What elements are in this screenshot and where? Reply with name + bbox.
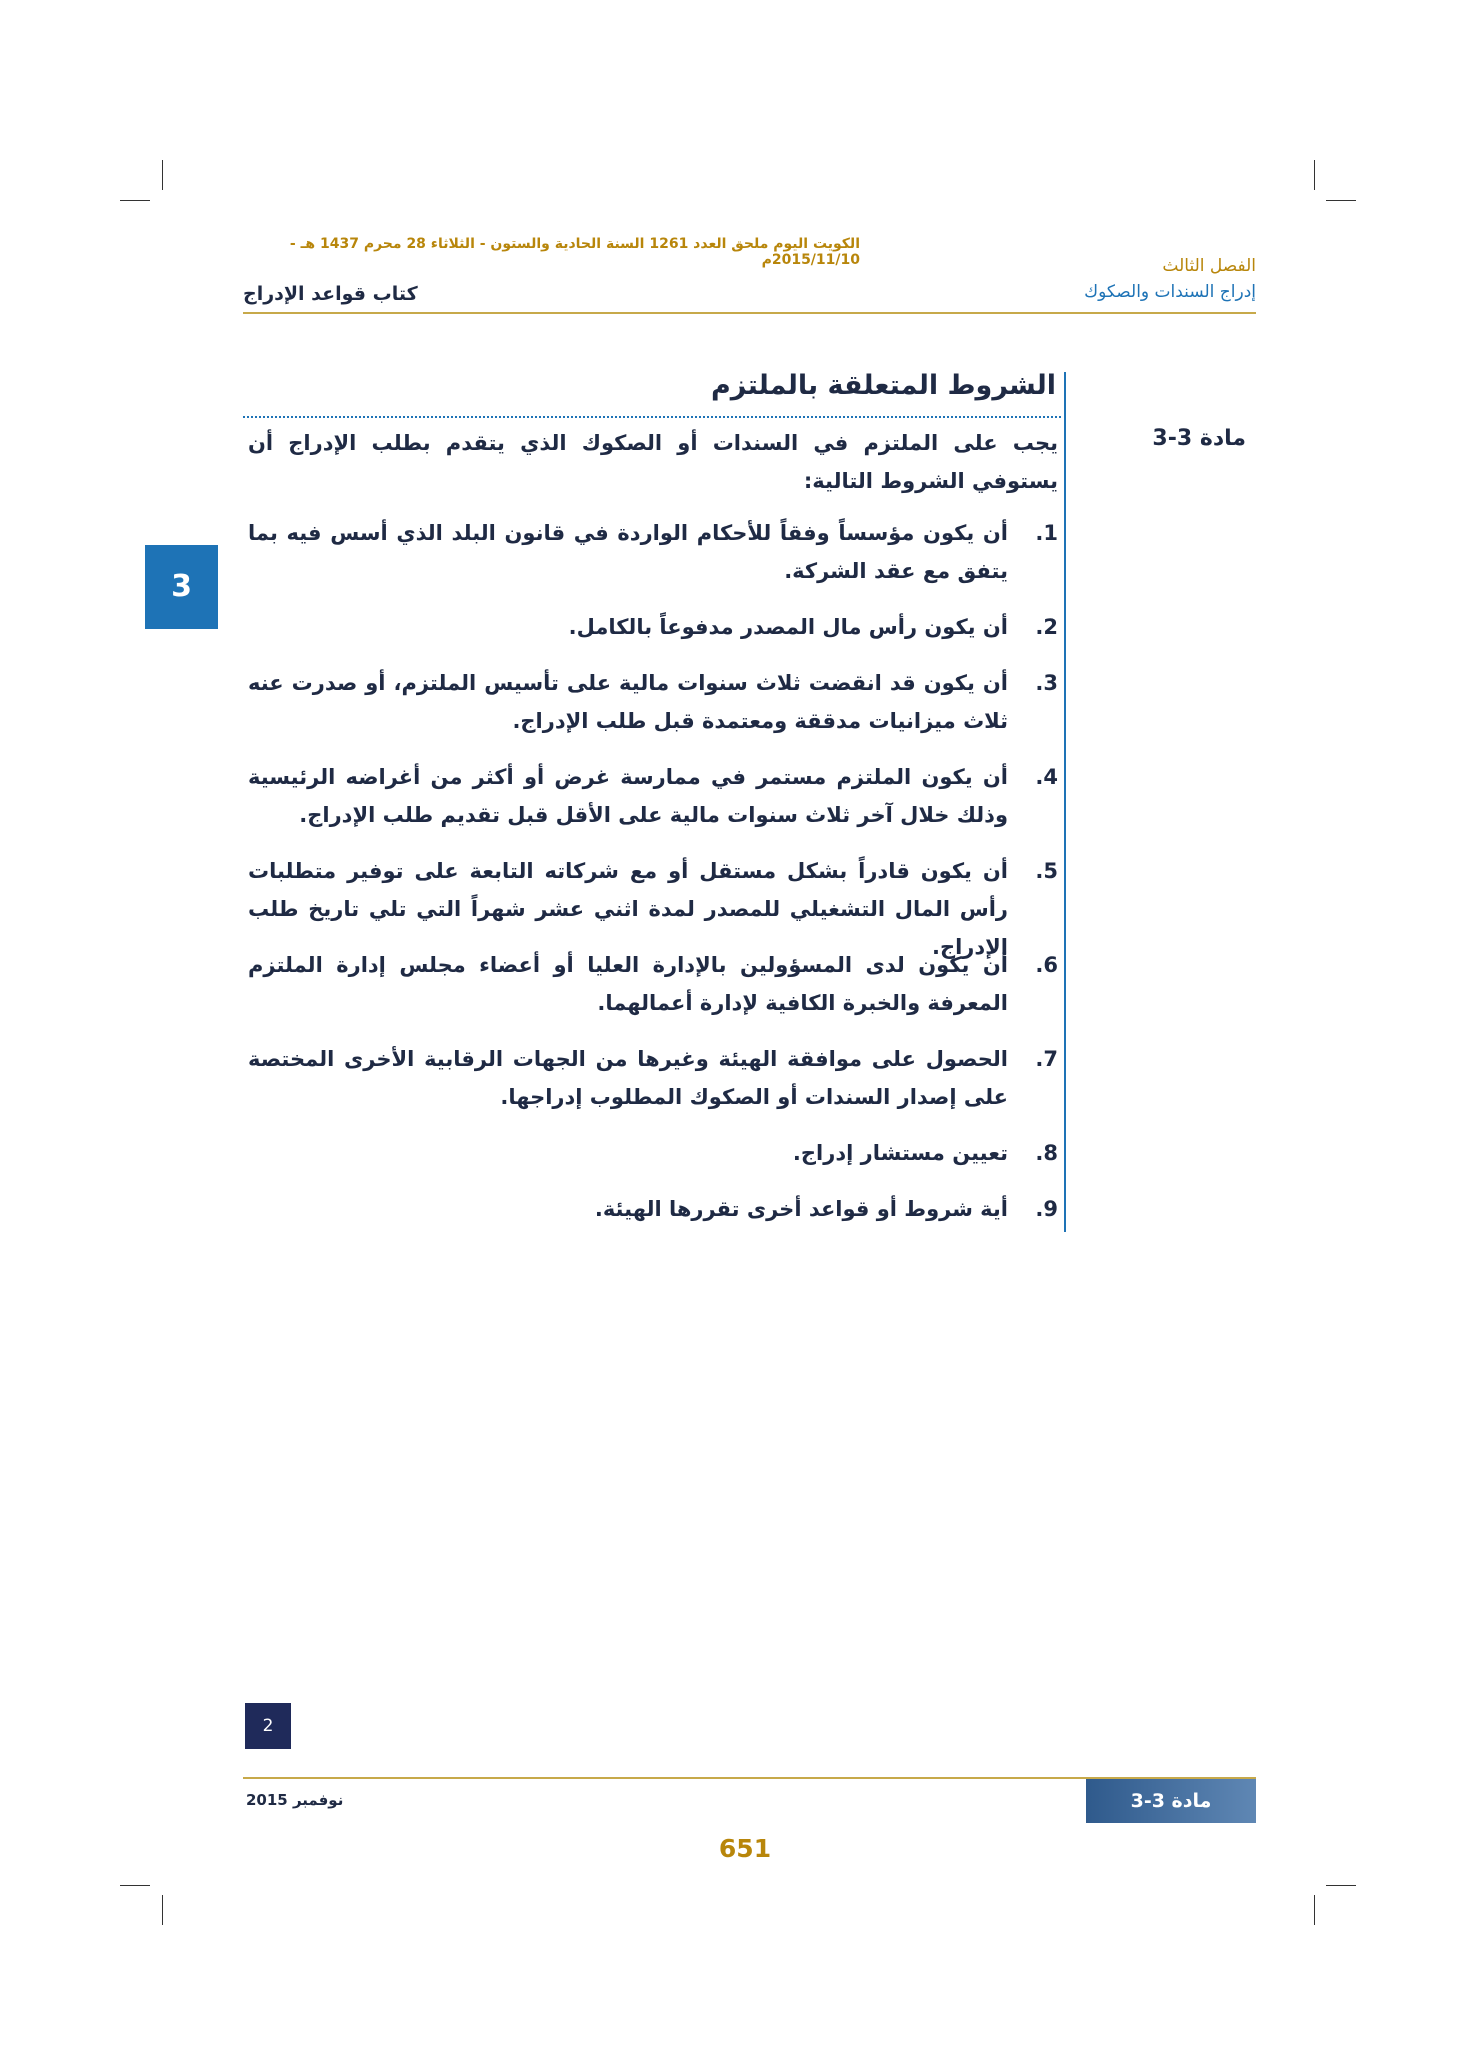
content-vertical-rule xyxy=(1064,372,1066,1232)
crop-mark xyxy=(162,160,163,190)
list-item xyxy=(248,664,1058,740)
item-number: 3. xyxy=(1035,671,1058,695)
section-heading: الشروط المتعلقة بالملتزم xyxy=(710,370,1056,401)
page-number: 651 xyxy=(718,1834,772,1863)
list-item xyxy=(248,1190,1058,1228)
item-text: أن يكون قد انقضت ثلاث سنوات مالية على تأسيس الملتزم، أو صدرت عنه ثلاث ميزانيات مدققة ومعتمدة قبل طلب الإدراج. xyxy=(248,671,1008,733)
intro-paragraph: يجب على الملتزم في السندات أو الصكوك الذي يتقدم بطلب الإدراج أن يستوفي الشروط التالية: xyxy=(248,431,1058,493)
page-box: 2 xyxy=(245,1703,291,1749)
item-text: تعيين مستشار إدراج. xyxy=(792,1141,1008,1165)
chapter-title: الفصل الثالث xyxy=(1162,256,1256,276)
footer-date: نوفمبر 2015 xyxy=(246,1791,344,1809)
footer-article-label: مادة 3-3 xyxy=(1086,1779,1256,1823)
list-item xyxy=(248,514,1058,590)
item-number: 4. xyxy=(1035,765,1058,789)
dotted-divider xyxy=(243,416,1061,418)
crop-mark xyxy=(1314,1895,1315,1925)
item-number: 5. xyxy=(1035,859,1058,883)
item-text: أن يكون الملتزم مستمر في ممارسة غرض أو أكثر من أغراضه الرئيسية وذلك خلال آخر ثلاث سنوات مالية على الأقل قبل تقديم طلب الإدراج. xyxy=(248,765,1008,827)
item-text: أن يكون لدى المسؤولين بالإدارة العليا أو أعضاء مجلس إدارة الملتزم المعرفة والخبرة الكافية لإدارة أعمالهما. xyxy=(248,953,1008,1015)
section-title: إدراج السندات والصكوك xyxy=(1084,282,1256,302)
list-item xyxy=(248,1134,1058,1172)
item-number: 6. xyxy=(1035,953,1058,977)
item-text: أية شروط أو قواعد أخرى تقررها الهيئة. xyxy=(594,1197,1008,1221)
item-number: 2. xyxy=(1035,615,1058,639)
chapter-tab: 3 xyxy=(145,545,218,629)
crop-mark xyxy=(1314,160,1315,190)
list-item xyxy=(248,1040,1058,1116)
book-title: كتاب قواعد الإدراج xyxy=(243,283,418,305)
crop-mark xyxy=(1326,1885,1356,1886)
item-number: 1. xyxy=(1035,521,1058,545)
item-text: أن يكون رأس مال المصدر مدفوعاً بالكامل. xyxy=(568,615,1008,639)
list-item xyxy=(248,608,1058,646)
item-text: أن يكون مؤسساً وفقاً للأحكام الواردة في قانون البلد الذي أسس فيه بما يتفق مع عقد الشركة. xyxy=(248,521,1008,583)
item-text: أن يكون قادراً بشكل مستقل أو مع شركاته التابعة على توفير متطلبات رأس المال التشغيلي للمصدر لمدة اثني عشر شهراً التي تلي تاريخ طلب الإدراج. xyxy=(248,859,1008,959)
list-item xyxy=(248,758,1058,834)
crop-mark xyxy=(120,200,150,201)
list-item xyxy=(248,946,1058,1022)
header-divider xyxy=(243,312,1256,314)
crop-mark xyxy=(1326,200,1356,201)
item-number: 7. xyxy=(1035,1047,1058,1071)
gazette-line: الكويت اليوم ملحق العدد 1261 السنة الحادية والستون - الثلاثاء 28 محرم 1437 هـ - 2015/11/10م xyxy=(289,236,860,268)
item-number: 9. xyxy=(1035,1197,1058,1221)
item-text: الحصول على موافقة الهيئة وغيرها من الجهات الرقابية الأخرى المختصة على إصدار السندات أو الصكوك المطلوب إدراجها. xyxy=(248,1047,1008,1109)
crop-mark xyxy=(162,1895,163,1925)
article-label: مادة 3-3 xyxy=(1152,426,1246,451)
crop-mark xyxy=(120,1885,150,1886)
item-number: 8. xyxy=(1035,1141,1058,1165)
